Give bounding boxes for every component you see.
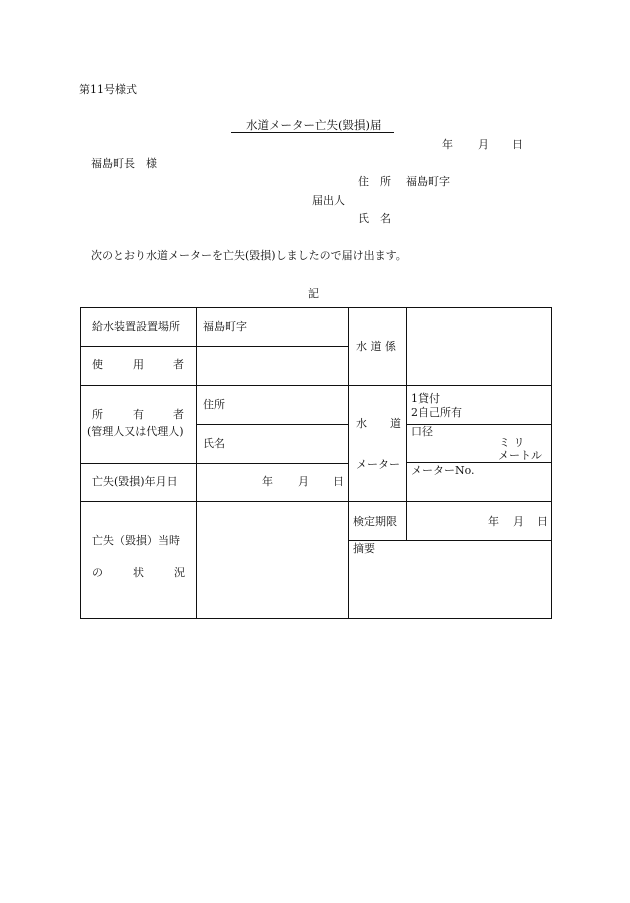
meter-no-label: メーターNo. [411, 464, 475, 477]
owner-label-3: 者 [173, 408, 184, 421]
ownership-option-1: 1貸付 [411, 392, 440, 405]
table-border-bottom [80, 618, 552, 619]
title-underline [231, 132, 394, 133]
loss-date-day: 日 [333, 475, 344, 488]
table-divider-h4 [80, 463, 349, 464]
document-title: 水道メーター亡失(毀損)届 [246, 118, 382, 132]
caliber-label: 口径 [411, 425, 433, 438]
user-label-3: 者 [173, 358, 184, 371]
user-label-1: 使 [92, 358, 103, 371]
table-divider-v3-top [406, 307, 407, 385]
circumstances-label-1: 亡失（毀損）当時 [92, 534, 180, 547]
ki-label: 記 [308, 287, 319, 300]
loss-date-month: 月 [298, 475, 309, 488]
applicant-address-label: 住 所 [358, 175, 391, 188]
summary-label: 摘要 [353, 542, 375, 555]
table-divider-v3-mid [406, 385, 407, 501]
user-label-2: 用 [133, 358, 144, 371]
supply-location-label: 給水装置設置場所 [92, 320, 180, 333]
loss-date-label: 亡失(毀損)年月日 [92, 475, 178, 488]
inspection-year: 年 [488, 515, 499, 528]
circumstances-label-2c: 況 [174, 566, 185, 579]
meter-label-1b: 道 [390, 417, 401, 430]
date-month: 月 [478, 138, 489, 151]
table-divider-h1 [80, 346, 349, 347]
supply-location-value: 福島町字 [203, 320, 247, 333]
table-divider-v3-low [406, 501, 407, 540]
meter-label-2: メーター [356, 458, 400, 471]
table-border-right [551, 307, 552, 619]
date-day: 日 [512, 138, 523, 151]
owner-address-label: 住所 [203, 398, 225, 411]
applicant-name-label: 氏 名 [358, 212, 391, 225]
table-divider-h3 [196, 424, 349, 425]
inspection-label: 検定期限 [353, 515, 397, 528]
inspection-month: 月 [513, 515, 524, 528]
date-year: 年 [442, 138, 453, 151]
table-divider-h-inspection [348, 540, 552, 541]
caliber-unit-2: メートル [498, 449, 542, 462]
statement: 次のとおり水道メーターを亡失(毀損)しましたので届け出ます。 [91, 249, 407, 262]
applicant-label: 届出人 [312, 194, 345, 207]
form-number: 第11号様式 [79, 83, 137, 96]
loss-date-year: 年 [262, 475, 273, 488]
owner-label-2: 有 [133, 408, 144, 421]
addressee: 福島町長 様 [91, 157, 157, 170]
water-dept-label: 水 道 係 [356, 340, 396, 353]
table-border-top [80, 307, 552, 308]
applicant-address-value: 福島町字 [406, 175, 450, 188]
circumstances-label-2b: 状 [133, 566, 144, 579]
owner-name-label: 氏名 [203, 437, 225, 450]
circumstances-label-2a: の [92, 566, 103, 579]
caliber-unit-1: ミ リ [499, 436, 525, 449]
owner-label-1: 所 [92, 408, 103, 421]
table-divider-h5 [80, 501, 552, 502]
table-divider-h-caliber [406, 462, 552, 463]
table-divider-h2 [80, 385, 552, 386]
meter-label-1a: 水 [356, 417, 367, 430]
inspection-day: 日 [537, 515, 548, 528]
ownership-option-2: 2自己所有 [411, 406, 462, 419]
owner-sub-label: (管理人又は代理人) [87, 425, 184, 438]
